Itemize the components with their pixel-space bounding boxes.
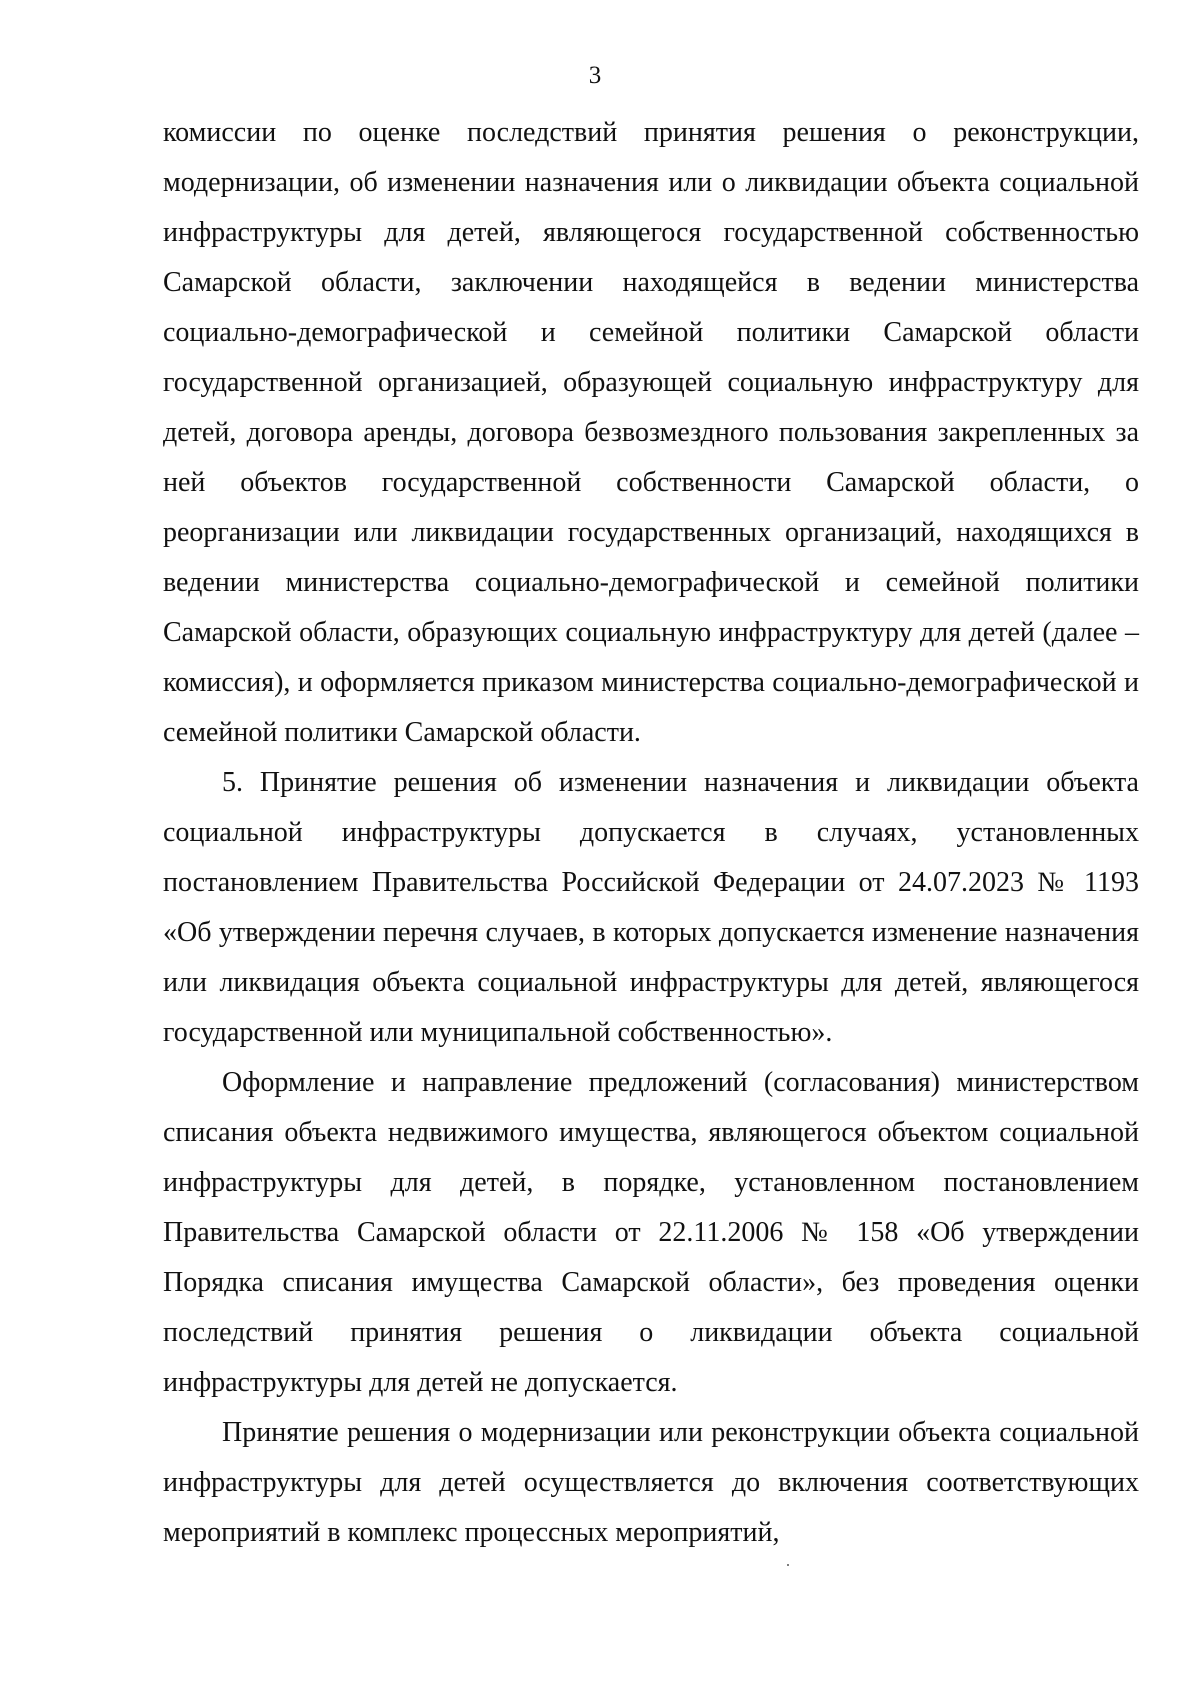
paragraph-commission-continuation: комиссии по оценке последствий принятия решения о реконструкции, модернизации, об изменении назначения или о ликвидации объекта социальной инфраструктуры для детей, являющегося государственной собственностью Самарской области, заключении находящейся в ведении министерства социально-демографической и семейной политики Самарской области государственной организацией, образующей социальную инфраструктуру для детей, договора аренды, договора безвозмездного пользования закрепленных за ней объектов государственной собственности Самарской области, о реорганизации или ликвидации государственных организаций, находящихся в ведении министерства социально-демографической и семейной политики Самарской области, образующих социальную инфраструктуру для детей (далее – комиссия), и оформляется приказом министерства социально-демографической и семейной политики Самарской области. [163,117,1139,748]
paragraph-item-5: 5. Принятие решения об изменении назначения и ликвидации объекта социальной инфраструктуры допускается в случаях, установленных постановлением Правительства Российской Федерации от 24.07.2023 № 1193 «Об утверждении перечня случаев, в которых допускается изменение назначения или ликвидация объекта социальной инфраструктуры для детей, являющегося государственной или муниципальной собственностью». [163,767,1139,1048]
document-body [163,108,1139,1558]
paragraph-modernization: Принятие решения о модернизации или реконструкции объекта социальной инфраструктуры для детей осуществляется до включения соответствующих мероприятий в комплекс процессных мероприятий, [163,1417,1139,1548]
page-number: 3 [588,62,602,89]
scan-speck [787,1564,789,1566]
paragraph-write-off: Оформление и направление предложений (согласования) министерством списания объекта недвижимого имущества, являющегося объектом социальной инфраструктуры для детей, в порядке, установленном постановлением Правительства Самарской области от 22.11.2006 № 158 «Об утверждении Порядка списания имущества Самарской области», без проведения оценки последствий принятия решения о ликвидации объекта социальной инфраструктуры для детей не допускается. [163,1067,1139,1398]
